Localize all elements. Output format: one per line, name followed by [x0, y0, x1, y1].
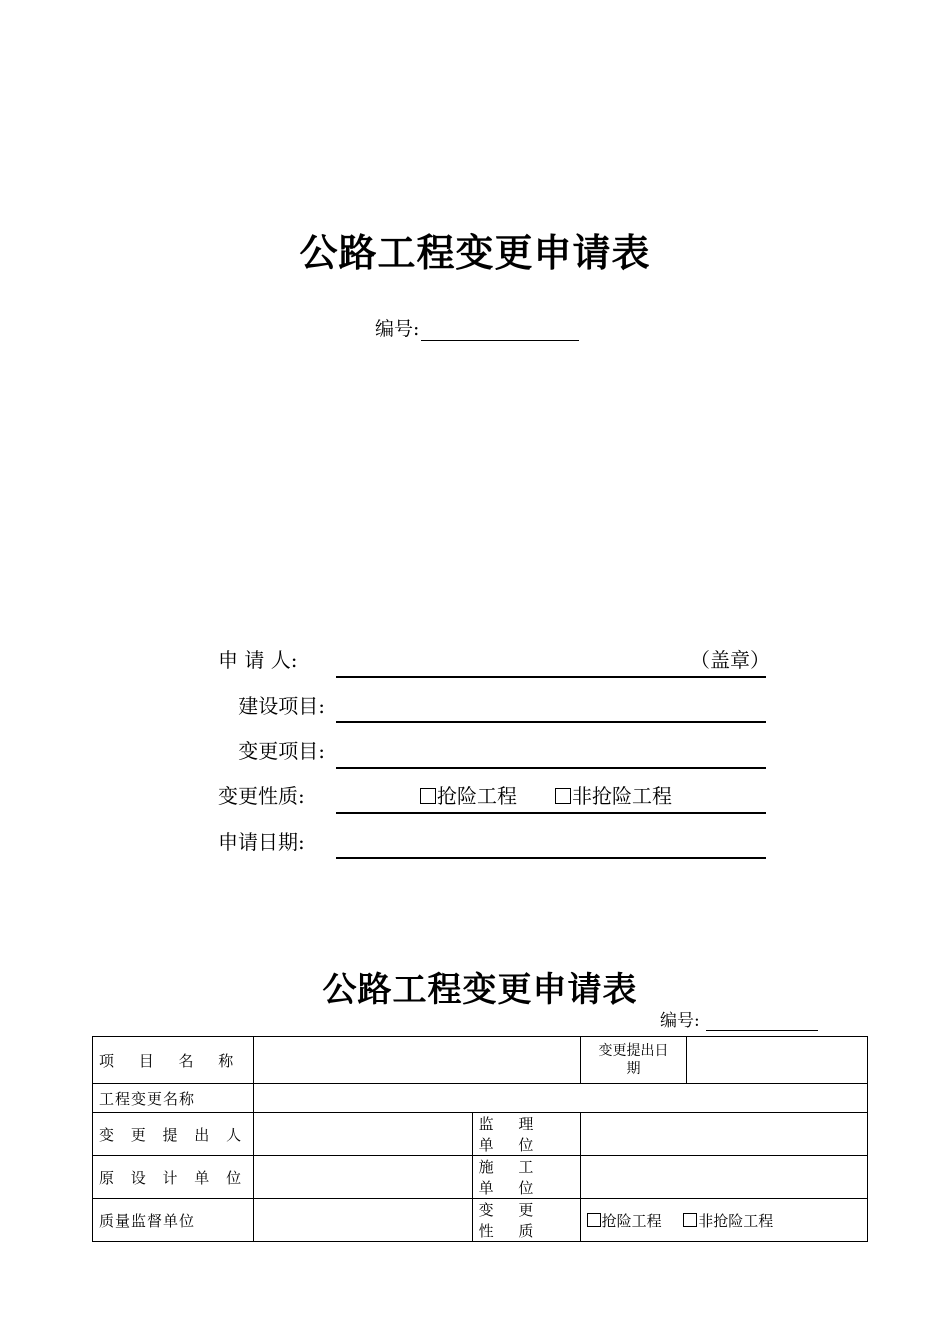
construction-project-line[interactable]: [336, 721, 766, 723]
original-designer-cell[interactable]: [254, 1156, 473, 1199]
applicant-line[interactable]: [336, 676, 766, 678]
change-request-table: [92, 1036, 868, 1242]
quality-supervision-cell[interactable]: [254, 1199, 473, 1242]
form-number-blank[interactable]: [706, 1012, 818, 1031]
quality-supervision-label: 质量监督单位: [93, 1199, 254, 1242]
applicant-label: 申 请 人:: [218, 648, 298, 672]
change-name-label: 工程变更名称: [93, 1084, 254, 1113]
change-nature-label-table: 变 更 性 质: [472, 1199, 580, 1242]
table-row: [93, 1156, 868, 1199]
change-nature-line: [336, 812, 766, 814]
table-option-emergency[interactable]: 抢险工程: [601, 1211, 662, 1230]
form-number-label: 编号:: [660, 1011, 700, 1031]
seal-note: （盖章）: [690, 648, 770, 672]
table-row: [93, 1084, 868, 1113]
form-number: [660, 1006, 818, 1031]
checkbox-icon[interactable]: [587, 1213, 601, 1227]
option-emergency[interactable]: [420, 780, 517, 809]
table-row: [93, 1037, 868, 1084]
option-non-emergency-label: 非抢险工程: [572, 784, 672, 808]
table-option-non-emergency[interactable]: 非抢险工程: [698, 1211, 774, 1230]
checkbox-icon[interactable]: [420, 788, 436, 804]
proposal-date-label: 变更提出日期: [580, 1037, 687, 1084]
cover-number-label: 编号:: [375, 318, 420, 340]
cover-number: [375, 314, 579, 341]
change-nature-label: 变更性质:: [218, 784, 305, 808]
proposer-cell[interactable]: [254, 1113, 473, 1156]
project-name-label: 项 目 名 称: [93, 1037, 254, 1084]
option-emergency-label: 抢险工程: [437, 784, 517, 808]
application-date-line[interactable]: [336, 857, 766, 859]
project-name-cell[interactable]: [254, 1037, 581, 1084]
application-date-label: 申请日期:: [218, 830, 305, 854]
cover-title: 公路工程变更申请表: [299, 230, 651, 275]
cover-number-blank[interactable]: [421, 320, 579, 341]
change-nature-options: [580, 1199, 867, 1242]
construction-project-label: 建设项目:: [238, 694, 325, 718]
supervisor-cell[interactable]: [580, 1113, 867, 1156]
table-row: [93, 1199, 868, 1242]
proposal-date-cell[interactable]: [687, 1037, 868, 1084]
checkbox-icon[interactable]: [683, 1213, 697, 1227]
contractor-cell[interactable]: [580, 1156, 867, 1199]
supervisor-label: 监 理 单 位: [472, 1113, 580, 1156]
change-project-line[interactable]: [336, 767, 766, 769]
proposer-label: 变 更 提 出 人: [93, 1113, 254, 1156]
checkbox-icon[interactable]: [555, 788, 571, 804]
table-row: [93, 1113, 868, 1156]
change-project-label: 变更项目:: [238, 739, 325, 763]
change-name-cell[interactable]: [254, 1084, 868, 1113]
original-designer-label: 原 设 计 单 位: [93, 1156, 254, 1199]
contractor-label: 施 工 单 位: [472, 1156, 580, 1199]
option-non-emergency[interactable]: [555, 780, 672, 809]
form-title: 公路工程变更申请表: [322, 970, 638, 1010]
